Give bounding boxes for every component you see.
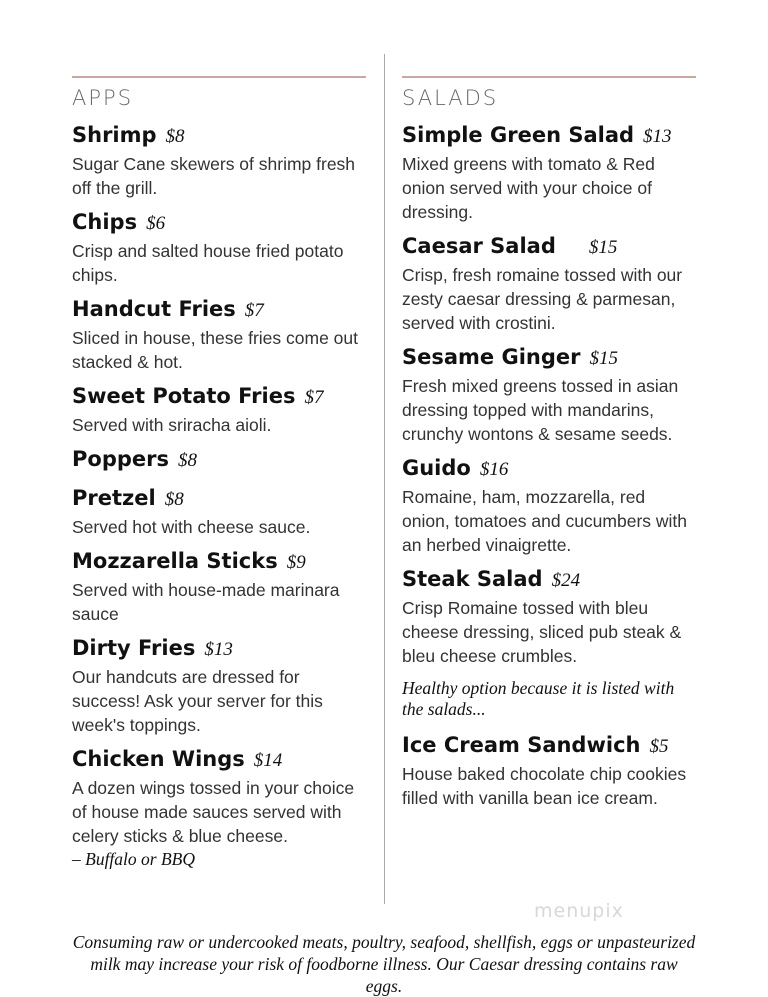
item-description: Sugar Cane skewers of shrimp fresh off the grill. [72,154,356,198]
menu-item-shrimp [72,120,366,200]
menu-item-handcut-fries [72,294,366,374]
column-divider [384,54,385,904]
item-name: Caesar Salad [402,234,556,258]
item-price: $7 [244,300,264,321]
item-price: $15 [589,348,618,369]
item-price: $15 [588,237,618,258]
menu-item-chicken-wings [72,744,366,870]
salads-top-rule [402,76,696,78]
menu-item-dirty-fries [72,633,366,737]
apps-column [72,76,366,877]
item-name: Chicken Wings [72,747,245,771]
item-description: Our handcuts are dressed for success! Ask your server for this week's toppings. [72,667,323,735]
watermark-logo: menupix [534,900,624,922]
item-name: Pretzel [72,486,156,510]
item-price: $8 [164,489,184,510]
item-description: House baked chocolate chip cookies filled with vanilla bean ice cream. [402,764,687,808]
item-price: $24 [551,570,581,591]
item-name: Sweet Potato Fries [72,384,296,408]
item-price: $13 [643,126,672,147]
item-name: Chips [72,210,138,234]
salads-section-title: SALADS [402,86,499,110]
item-sauce-note: – Buffalo or BBQ [72,849,195,869]
item-description: Sliced in house, these fries come out stacked & hot. [72,328,358,372]
item-price: $5 [649,736,669,757]
item-name: Handcut Fries [72,297,236,321]
item-description: Romaine, ham, mozzarella, red onion, tomatoes and cucumbers with an herbed vinaigrette. [402,487,688,555]
healthy-option-note: Healthy option because it is listed with the salads... [402,678,675,719]
item-name: Steak Salad [402,567,543,591]
menu-item-ice-cream-sandwich [402,730,696,810]
item-description: A dozen wings tossed in your choice of house made sauces served with celery sticks & blue cheese. [72,778,355,846]
item-name: Dirty Fries [72,636,196,660]
item-description: Mixed greens with tomato & Red onion served with your choice of dressing. [402,154,655,222]
item-price: $16 [479,459,509,480]
menu-item-sweet-potato-fries [72,381,366,437]
item-price: $8 [177,450,197,471]
item-name: Mozzarella Sticks [72,549,278,573]
menu-item-steak-salad [402,564,696,668]
item-name: Simple Green Salad [402,123,635,147]
item-price: $14 [253,750,283,771]
item-description: Crisp and salted house fried potato chips. [72,241,344,285]
item-name: Sesame Ginger [402,345,581,369]
item-price: $13 [204,639,233,660]
item-description: Fresh mixed greens tossed in asian dressing topped with mandarins, crunchy wontons & sesame seeds. [402,376,679,444]
menu-item-poppers [72,444,366,476]
menu-item-pretzel [72,483,366,539]
item-description: Served with house-made marinara sauce [72,580,340,624]
apps-section-title: APPS [72,86,134,110]
menu-item-simple-green-salad [402,120,696,224]
food-safety-disclaimer: Consuming raw or undercooked meats, poultry, seafood, shellfish, eggs or unpasteurized milk may increase your risk of foodborne illness. Our Caesar dressing contains raw eggs. [72,932,696,996]
item-name: Ice Cream Sandwich [402,733,641,757]
item-price: $8 [165,126,185,147]
item-description: Crisp Romaine tossed with bleu cheese dressing, sliced pub steak & bleu cheese crumbles. [402,598,682,666]
item-price: $6 [146,213,166,234]
item-name: Poppers [72,447,169,471]
item-description: Served with sriracha aioli. [72,415,272,435]
item-description: Served hot with cheese sauce. [72,517,311,537]
item-name: Shrimp [72,123,157,147]
menu-item-guido [402,453,696,557]
salads-column [402,76,696,817]
menu-item-chips [72,207,366,287]
item-description: Crisp, fresh romaine tossed with our zesty caesar dressing & parmesan, served with crostini. [402,265,683,333]
menu-item-mozzarella-sticks [72,546,366,626]
item-price: $9 [286,552,306,573]
apps-top-rule [72,76,366,78]
menu-item-caesar-salad [402,231,696,335]
menu-item-sesame-ginger [402,342,696,446]
item-name: Guido [402,456,471,480]
item-price: $7 [304,387,324,408]
